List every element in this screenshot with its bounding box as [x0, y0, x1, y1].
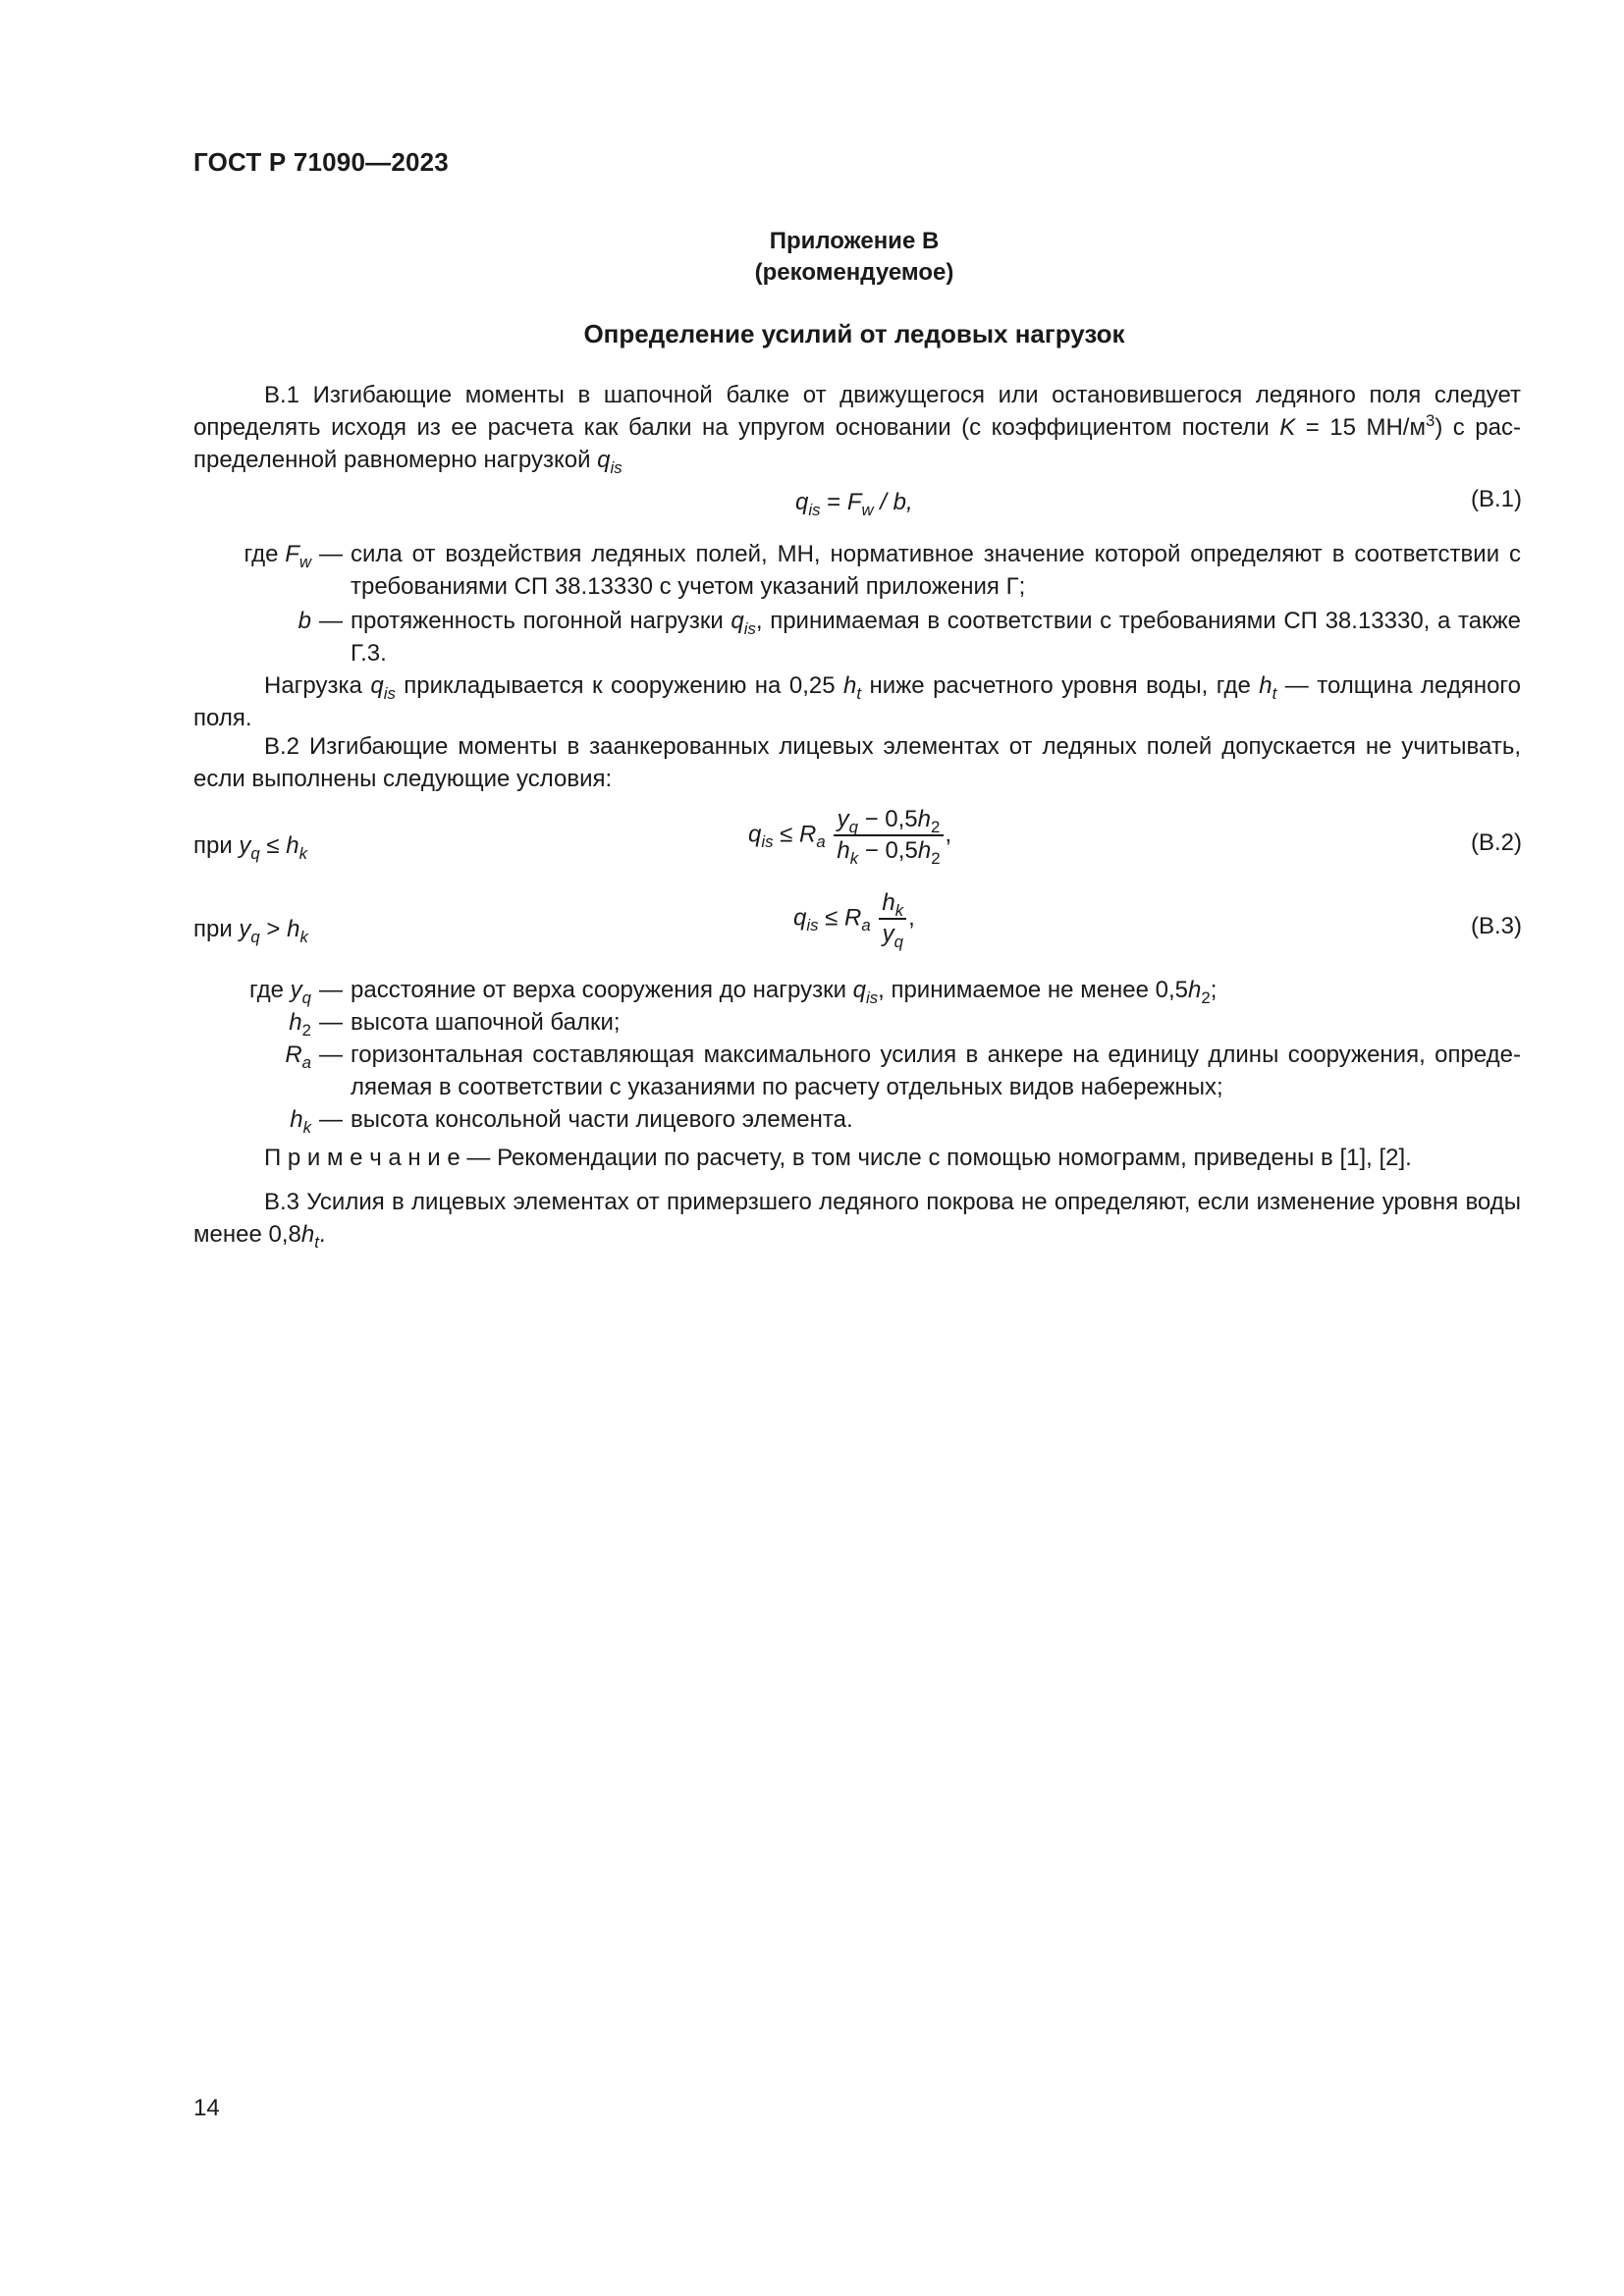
definition-ra: $R_a$ — горизонтальная составляющая максимального усилия в анкере на единицу длины сооружения, определяемая в соответствии с указаниями по расчету отдельных видов набережных;	[285, 1041, 1521, 1100]
equation-b3: $q_{is} \le R_a$ $\frac{h_k}{y_q}$ ,	[793, 889, 915, 951]
note: П р и м е ч а н и е — Рекомендации по расчету, в том числе с помощью номограмм, приведены в [1], [2].	[264, 1145, 1412, 1171]
page-number: 14	[193, 2095, 220, 2121]
paragraph-b2: В.2 Изгибающие моменты в заанкерованных лицевых элементах от ледяных полей допускается не учитывать, если выполнены следующие условия:	[193, 733, 1521, 792]
equation-number-b1: (В.1)	[1470, 486, 1522, 512]
definition-h2: $h_2$ — высота шапочной балки;	[289, 1009, 621, 1040]
paragraph-load: Нагрузка $q_{is}$ прикладывается к сооружению на 0,25 $h_t$ ниже расчетного уровня воды, где $h_t$ — толщина ледяного поля.	[193, 672, 1521, 731]
equation-b2: $q_{is} \le R_a$ $\frac{y_q - 0,5h_2}{h_k - 0,5h_2}$ ,	[748, 806, 952, 868]
equation-number-b3: (В.3)	[1470, 913, 1522, 939]
paragraph-b1: В.1 Изгибающие моменты в шапочной балке от движущегося или остановившегося ледяного поля следует определять исходя из ее расчета как балки на упругом основании (с коэффициентом постели K = 15 $МН/м^3$) с распределенной равномерно нагрузкой $q_{is}$	[193, 382, 1522, 477]
appendix-title: Приложение В	[769, 228, 940, 254]
condition-b2: при $y_q \le h_k$	[193, 832, 308, 863]
definitions-list-2	[193, 974, 1521, 1136]
paragraph-b3: В.3 Усилия в лицевых элементах от примерзшего ледяного покрова не определяют, если изменение уровня воды менее $0,8h_t$.	[193, 1189, 1521, 1252]
definition-yq: где $y_q$ — расстояние от верха сооружения до нагрузки $q_{is}$, принимаемое не менее $0,5h_2$;	[248, 977, 1218, 1007]
definitions-list-1	[193, 538, 1521, 669]
document-header: ГОСТ Р 71090—2023	[193, 147, 449, 177]
section-title: Определение усилий от ледовых нагрузок	[583, 319, 1125, 348]
definition-fw: где $F_w$ — сила от воздействия ледяных полей, МН, нормативное значение которой определяют в соответствии с требованиями СП 38.13330 с учетом указаний приложения Г;	[244, 541, 1521, 600]
definition-b: b — протяженность погонной нагрузки $q_{is}$, принимаемая в соответствии с требованиями СП 38.13330, а также Г.3.	[298, 608, 1521, 667]
equation-number-b2: (В.2)	[1470, 829, 1522, 856]
fraction-b3: $\frac{h_k}{y_q}$	[879, 888, 906, 949]
definition-hk: $h_k$ — высота консольной части лицевого элемента.	[290, 1106, 853, 1137]
condition-b3: при $y_q > h_k$	[193, 916, 308, 946]
equation-b1: $q_{is} = F_w / b$,	[795, 489, 913, 519]
appendix-status: (рекомендуемое)	[754, 259, 954, 286]
fraction-b2: $\frac{y_q - 0,5h_2}{h_k - 0,5h_2}$	[834, 805, 943, 866]
